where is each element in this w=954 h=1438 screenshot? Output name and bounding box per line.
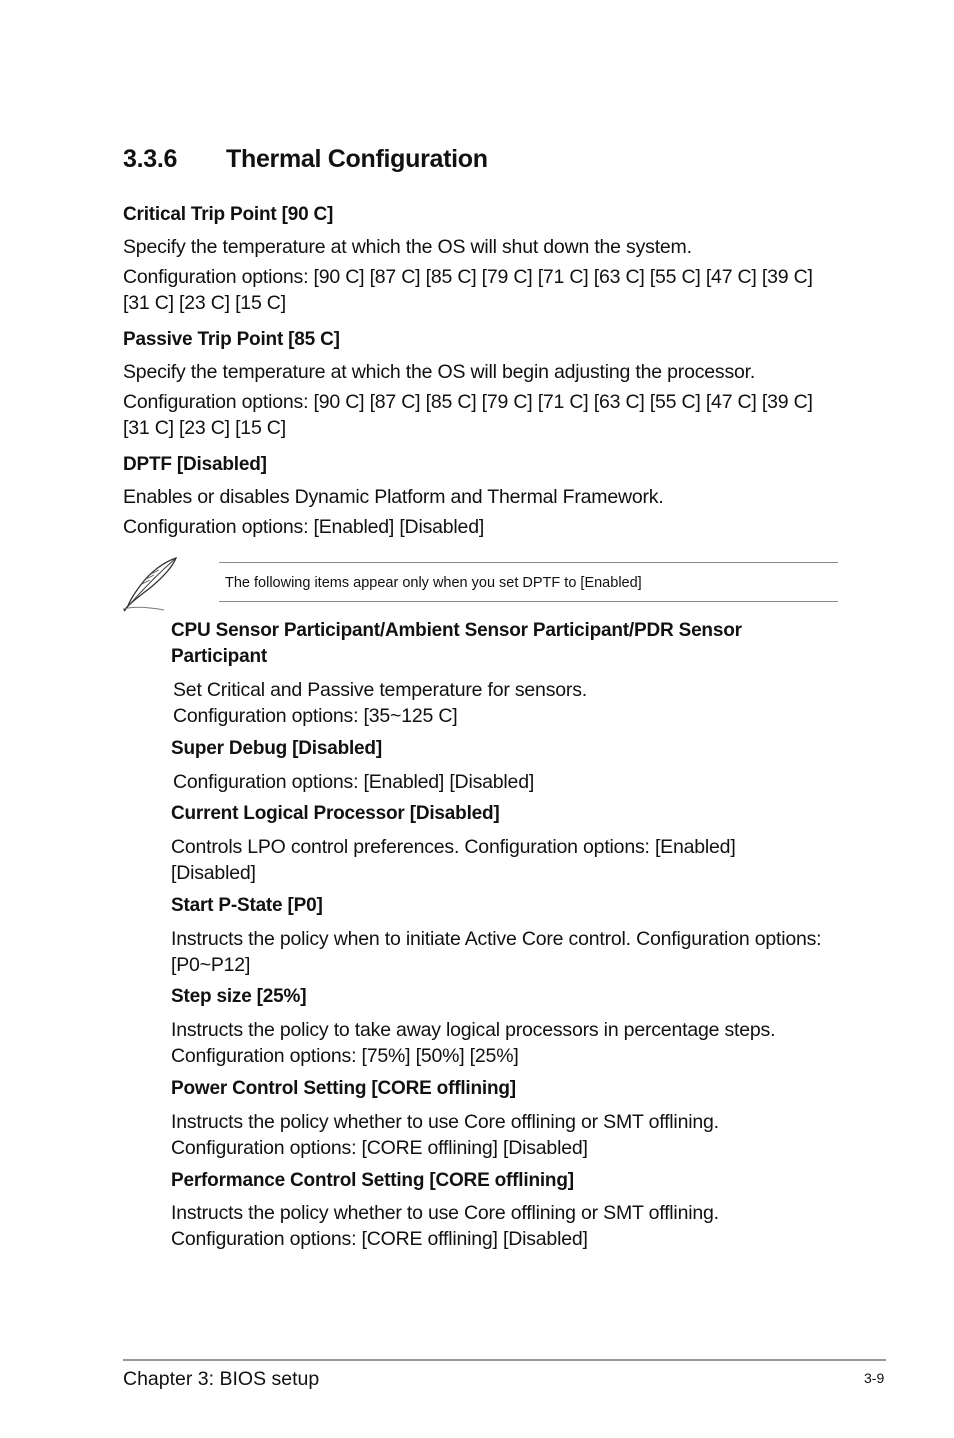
footer-rule [123,1359,886,1361]
sub-item-heading-super-debug: Super Debug [Disabled] [171,738,382,759]
item-description: Specify the temperature at which the OS will begin adjusting the processor. [123,361,756,383]
pen-icon [120,554,182,612]
item-description: Enables or disables Dynamic Platform and Thermal Framework. [123,486,664,508]
item-heading-critical-trip-point: Critical Trip Point [90 C] [123,204,334,225]
item-options: Configuration options: [Enabled] [Disabled] [123,516,485,538]
sub-item-text: Configuration options: [35~125 C] [173,705,458,727]
sub-item-text: Instructs the policy whether to use Core offlining or SMT offlining. [171,1111,719,1133]
sub-item-text: [P0~P12] [171,954,251,976]
sub-item-heading-step-size: Step size [25%] [171,986,307,1007]
footer-chapter: Chapter 3: BIOS setup [123,1368,320,1390]
item-heading-dptf: DPTF [Disabled] [123,454,267,475]
sub-item-heading-power-control-setting: Power Control Setting [CORE offlining] [171,1078,516,1099]
item-options: [31 C] [23 C] [15 C] [123,292,286,314]
section-title: Thermal Configuration [226,145,488,173]
item-description: Specify the temperature at which the OS will shut down the system. [123,236,692,258]
sub-item-text: Controls LPO control preferences. Configuration options: [Enabled] [171,836,736,858]
sub-item-text: Instructs the policy when to initiate Active Core control. Configuration options: [171,928,822,950]
page-number: 3-9 [864,1370,885,1386]
item-options: Configuration options: [90 C] [87 C] [85 C] [79 C] [71 C] [63 C] [55 C] [47 C] [39 C] [123,391,813,413]
item-options: [31 C] [23 C] [15 C] [123,417,286,439]
sub-item-text: Configuration options: [CORE offlining] [Disabled] [171,1137,588,1159]
sub-item-text: Instructs the policy to take away logical processors in percentage steps. [171,1019,776,1041]
sub-item-heading-start-p-state: Start P-State [P0] [171,895,323,916]
note-top-rule [219,562,838,563]
sub-item-heading-performance-control-setting: Performance Control Setting [CORE offlining] [171,1170,574,1191]
sub-item-text: Set Critical and Passive temperature for sensors. [173,679,587,701]
sub-item-heading-sensor-participant: CPU Sensor Participant/Ambient Sensor Participant/PDR Sensor [171,620,742,641]
sub-item-text: Configuration options: [CORE offlining] [Disabled] [171,1228,588,1250]
sub-item-text: Configuration options: [Enabled] [Disabled] [173,771,535,793]
sub-item-heading-current-logical-processor: Current Logical Processor [Disabled] [171,803,500,824]
sub-item-text: Configuration options: [75%] [50%] [25%] [171,1045,519,1067]
item-options: Configuration options: [90 C] [87 C] [85 C] [79 C] [71 C] [63 C] [55 C] [47 C] [39 C] [123,266,813,288]
item-heading-passive-trip-point: Passive Trip Point [85 C] [123,329,340,350]
sub-item-heading-sensor-participant: Participant [171,646,267,667]
note-text: The following items appear only when you set DPTF to [Enabled] [225,575,642,591]
sub-item-text: [Disabled] [171,862,256,884]
section-number: 3.3.6 [123,145,178,173]
note-bottom-rule [219,601,838,602]
sub-item-text: Instructs the policy whether to use Core offlining or SMT offlining. [171,1202,719,1224]
